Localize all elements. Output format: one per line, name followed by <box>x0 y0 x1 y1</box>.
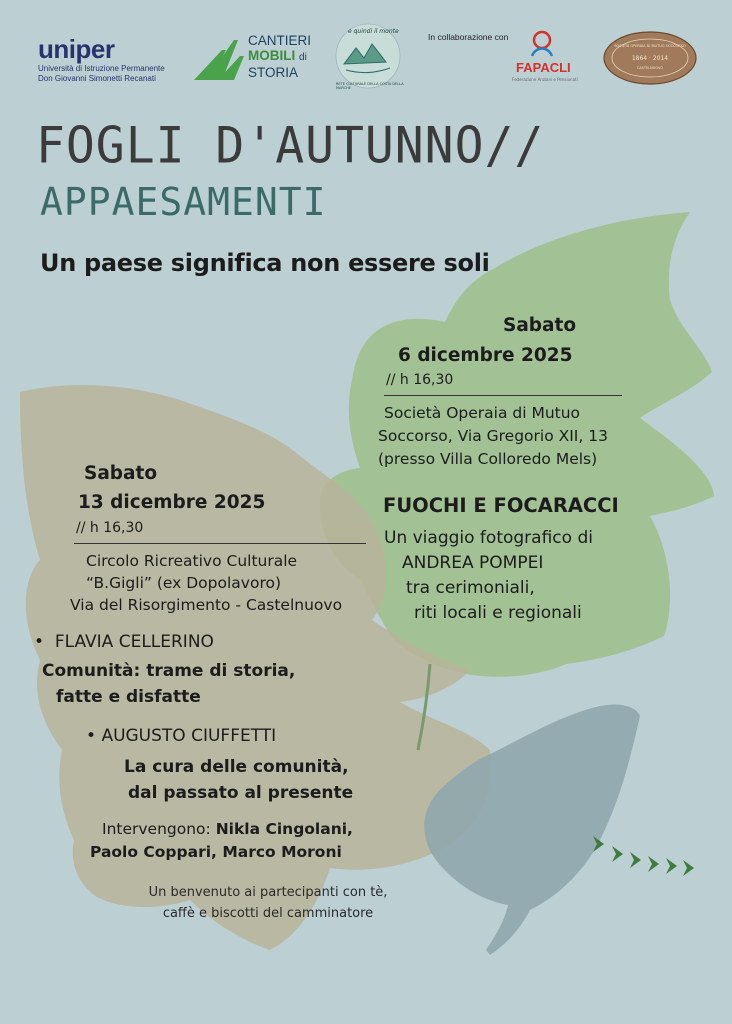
speaker2-name: • AUGUSTO CIUFFETTI <box>86 726 277 746</box>
seal-top-text: SOCIETÀ OPERAIA DI MUTUO SOCCORSO <box>614 44 686 48</box>
fapacli-subtitle: Federazione Anziani e Pensionati <box>512 77 578 82</box>
uniper-subtitle: Università di Istruzione Permanente Don Giovanni Simonetti Recanati <box>38 64 165 83</box>
event1-time: // h 16,30 <box>386 372 454 388</box>
welcome-note: Un benvenuto ai partecipanti con tè, caffè e biscotti del camminatore <box>148 885 388 921</box>
monte-logo-top: e quindi il monte <box>348 28 399 35</box>
seal-bottom-text: CASTELNUOVO <box>636 66 664 70</box>
arrow-chevrons-icon <box>593 836 694 876</box>
event2-date: 13 dicembre 2025 <box>78 492 266 513</box>
fapacli-figure-icon <box>532 32 552 56</box>
event2-time: // h 16,30 <box>76 520 144 536</box>
event1-description: Un viaggio fotografico di ANDREA POMPEI tra cerimoniali, riti locali e regionali <box>384 528 593 623</box>
intervengono: Intervengono: Nikla Cingolani, Paolo Coppari, Marco Moroni <box>90 820 353 861</box>
subtitle: Un paese significa non essere soli <box>40 249 490 277</box>
uniper-logo: uniper <box>38 34 115 64</box>
cantieri-logo: CANTIERI MOBILI di STORIA <box>248 33 312 80</box>
event1-date: 6 dicembre 2025 <box>398 345 573 366</box>
fapacli-logo: FAPACLI <box>516 60 571 75</box>
event1-divider <box>384 395 622 396</box>
speaker2-talk: La cura delle comunità, dal passato al presente <box>124 757 354 803</box>
cantieri-triangles-icon <box>194 40 244 80</box>
event2-day: Sabato <box>84 463 158 484</box>
event2-venue: Circolo Ricreativo Culturale “B.Gigli” (ex Dopolavoro) Via del Risorgimento - Castelnuovo <box>70 552 343 614</box>
seal-years: 1864 · 2014 <box>631 55 669 62</box>
event1-day: Sabato <box>503 315 577 336</box>
event1-heading: FUOCHI E FOCARACCI <box>383 494 619 517</box>
speaker1-name: • FLAVIA CELLERINO <box>34 632 214 652</box>
secondary-title: APPAESAMENTI <box>40 180 327 224</box>
event2-divider <box>74 543 366 544</box>
speaker1-talk: Comunità: trame di storia, fatte e disfatte <box>42 661 296 707</box>
monte-logo-bottom: RETE CULTURALE DELLA COSTA DELLA MARCHE <box>336 82 404 90</box>
collaboration-label: In collaborazione con <box>428 32 509 42</box>
event1-venue: Società Operaia di Mutuo Soccorso, Via Gregorio XII, 13 (presso Villa Colloredo Mels) <box>378 404 608 468</box>
main-title: FOGLI D'AUTUNNO// <box>36 116 545 176</box>
